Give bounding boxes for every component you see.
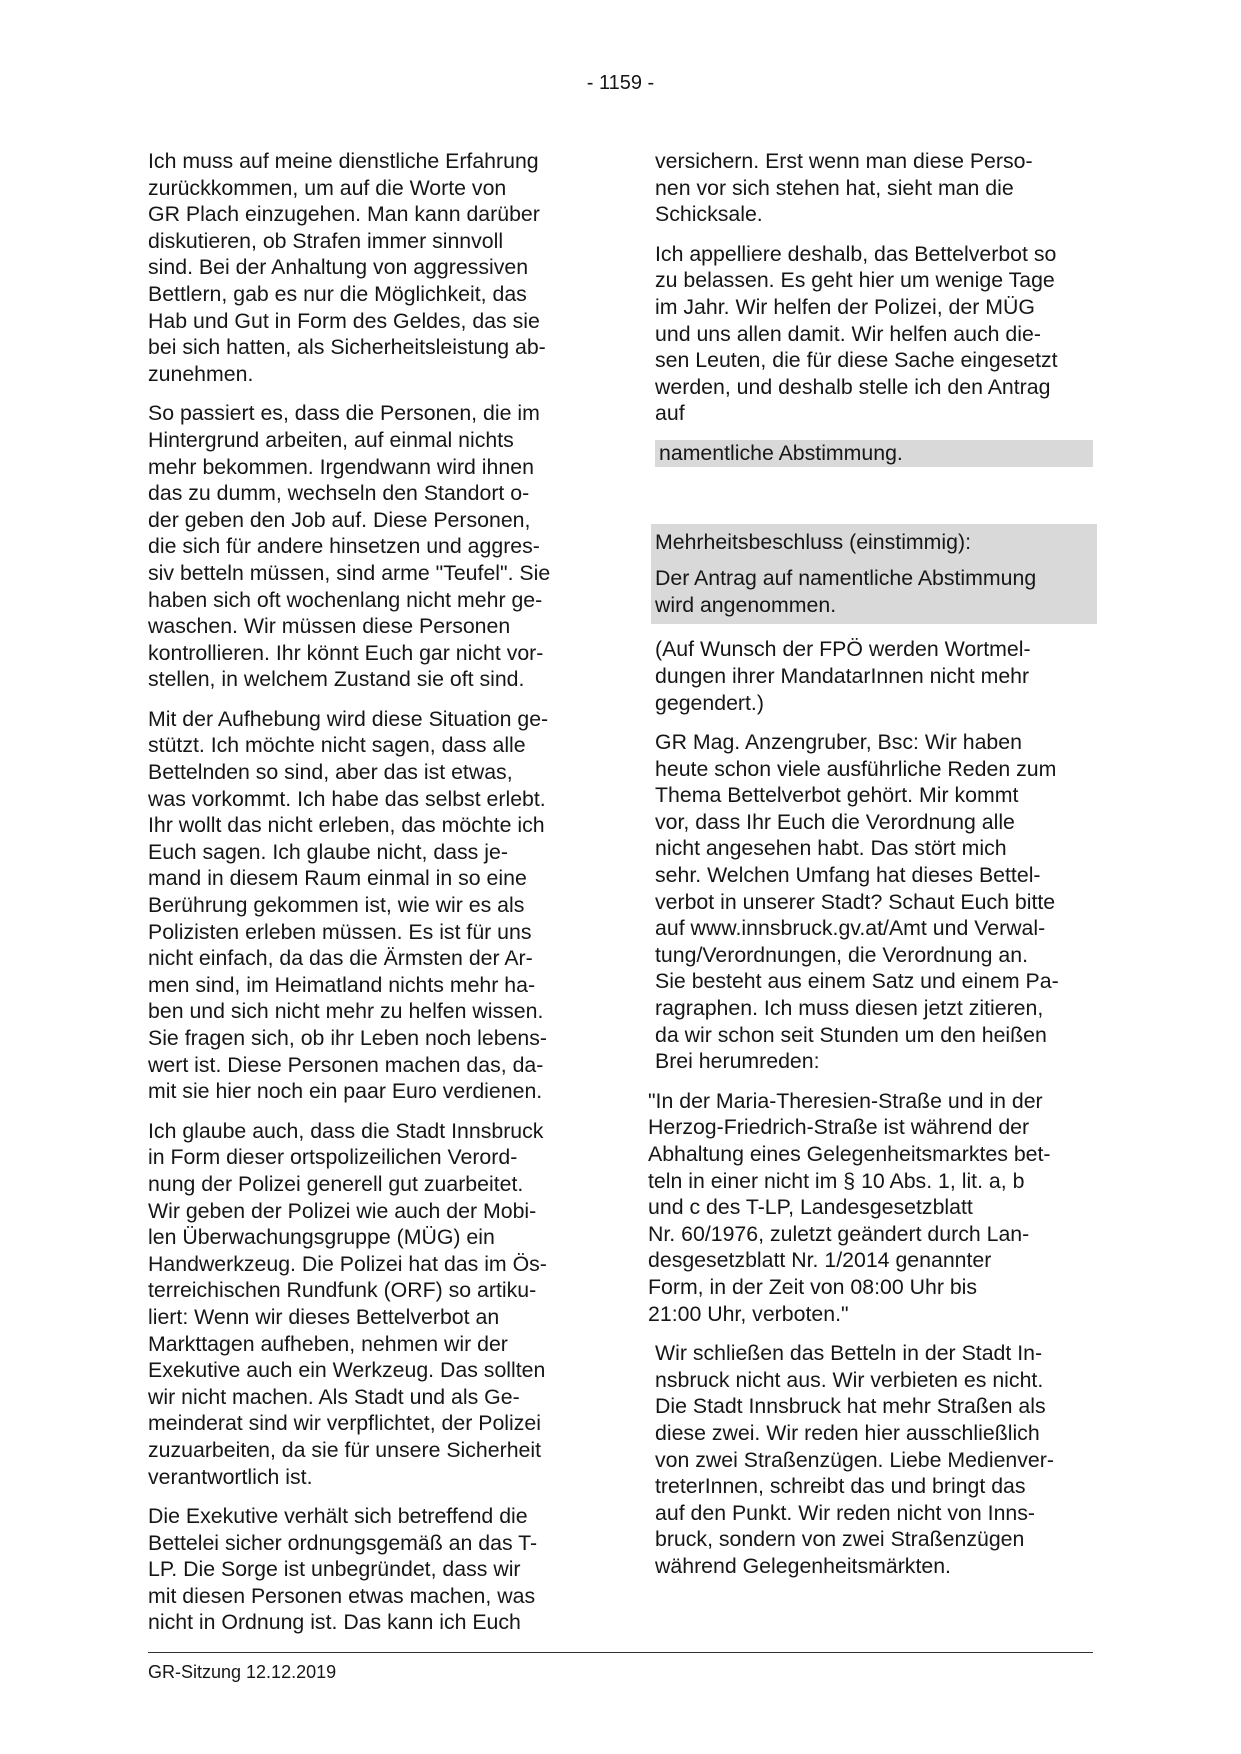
ordinance-quote: "In der Maria-Theresien-Straße und in der Herzog-Friedrich-Straße ist während der Abhaltung eines Gelegenheitsmarktes bet- teln in einer nicht im § 10 Abs. 1, lit. a, b und c des T-LP, Landesgesetzblatt Nr. 60/1976, zuletzt geändert durch Lan- desgesetzblatt Nr. 1/2014 genannter Form, in der Zeit von 08:00 Uhr bis 21:00 Uhr, verboten."	[648, 1088, 1051, 1326]
right-paragraph-3: (Auf Wunsch der FPÖ werden Wortmel- dungen ihrer MandatarInnen nicht mehr gegendert.)	[655, 637, 1031, 715]
left-column	[148, 148, 586, 1649]
motion-shaded: namentliche Abstimmung.	[655, 440, 1093, 467]
left-paragraph-1: Ich muss auf meine dienstliche Erfahrung zurückkommen, um auf die Worte von GR Plach einzugehen. Man kann darüber diskutieren, ob Strafen immer sinnvoll sind. Bei der Anhaltung von aggressiven Bettlern, gab es nur die Möglichkeit, das Hab und Gut in Form des Geldes, das sie bei sich hatten, als Sicherheitsleistung ab- zunehmen.	[148, 149, 546, 386]
footer-divider	[148, 1652, 1093, 1653]
page-number: - 1159 -	[586, 72, 655, 94]
right-column	[648, 148, 1093, 1593]
left-paragraph-3: Mit der Aufhebung wird diese Situation ge- stützt. Ich möchte nicht sagen, dass alle Bettelnden so sind, aber das ist etwas, was vorkommt. Ich habe das selbst erlebt. Ihr wollt das nicht erleben, das möchte ich Euch sagen. Ich glaube nicht, dass je- mand in diesem Raum einmal in so eine Berührung gekommen ist, wie wir es als Polizisten erleben müssen. Es ist für uns nicht einfach, da das die Ärmsten der Ar- men sind, im Heimatland nichts mehr ha- ben und sich nicht mehr zu helfen wissen. Sie fragen sich, ob ihr Leben noch lebens- wert ist. Diese Personen machen das, da- mit sie hier noch ein paar Euro verdienen.	[148, 706, 549, 1104]
left-paragraph-5: Die Exekutive verhält sich betreffend die Bettelei sicher ordnungsgemäß an das T- LP. Die Sorge ist unbegründet, dass wir mit diesen Personen etwas machen, was nicht in Ordnung ist. Das kann ich Euch	[148, 1504, 538, 1635]
left-paragraph-4: Ich glaube auch, dass die Stadt Innsbruck in Form dieser ortspolizeilichen Verord- nung der Polizei generell gut zuarbeitet. Wir geben der Polizei wie auch der Mobi- len Überwachungsgruppe (MÜG) ein Handwerkzeug. Die Polizei hat das im Ös- terreichischen Rundfunk (ORF) so artiku- liert: Wenn wir dieses Bettelverbot an Markttagen aufheben, nehmen wir der Exekutive auch ein Werkzeug. Das sollten wir nicht machen. Als Stadt und als Ge- meinderat sind wir verpflichtet, der Polizei zuzuarbeiten, da sie für unsere Sicherheit verantwortlich ist.	[148, 1118, 547, 1489]
spacer	[655, 480, 1093, 524]
resolution-box	[651, 524, 1097, 625]
footer-session-date: GR-Sitzung 12.12.2019	[148, 1662, 337, 1682]
right-paragraph-1: versichern. Erst wenn man diese Perso- nen vor sich stehen hat, sieht man die Schicksale.	[655, 149, 1033, 227]
right-paragraph-5: Wir schließen das Betteln in der Stadt In- nsbruck nicht aus. Wir verbieten es nicht. Die Stadt Innsbruck hat mehr Straßen als diese zwei. Wir reden hier ausschließlich von zwei Straßenzügen. Liebe Medienver- treterInnen, schreibt das und bringt das auf den Punkt. Wir reden nicht von Inns- bruck, sondern von zwei Straßenzügen während Gelegenheitsmärkten.	[655, 1341, 1054, 1578]
left-paragraph-2: So passiert es, dass die Personen, die im Hintergrund arbeiten, auf einmal nichts mehr bekommen. Irgendwann wird ihnen das zu dumm, wechseln den Standort o- der geben den Job auf. Diese Personen, die sich für andere hinsetzen und aggres- siv betteln müssen, sind arme "Teufel". Sie haben sich oft wochenlang nicht mehr ge- waschen. Wir müssen diese Personen kontrollieren. Ihr könnt Euch gar nicht vor- stellen, in welchem Zustand sie oft sind.	[148, 401, 551, 692]
right-paragraph-4: GR Mag. Anzengruber, Bsc: Wir haben heute schon viele ausführliche Reden zum Thema Bettelverbot gehört. Mir kommt vor, dass Ihr Euch die Verordnung alle nicht angesehen habt. Das stört mich sehr. Welchen Umfang hat dieses Bettel- verbot in unserer Stadt? Schaut Euch bitte auf www.innsbruck.gv.at/Amt und Verwal- tung/Verordnungen, die Verordnung an. Sie besteht aus einem Satz und einem Pa- ragraphen. Ich muss diesen jetzt zitieren, da wir schon seit Stunden um den heißen Brei herumreden:	[655, 730, 1059, 1074]
resolution-heading: Mehrheitsbeschluss (einstimmig):	[655, 529, 972, 554]
resolution-text: Der Antrag auf namentliche Abstimmung wird angenommen.	[655, 566, 1037, 617]
right-paragraph-2: Ich appelliere deshalb, das Bettelverbot so zu belassen. Es geht hier um wenige Tage im Jahr. Wir helfen der Polizei, der MÜG und uns allen damit. Wir helfen auch die- sen Leuten, die für diese Sache eingesetzt werden, und deshalb stelle ich den Antrag auf	[655, 241, 1058, 426]
